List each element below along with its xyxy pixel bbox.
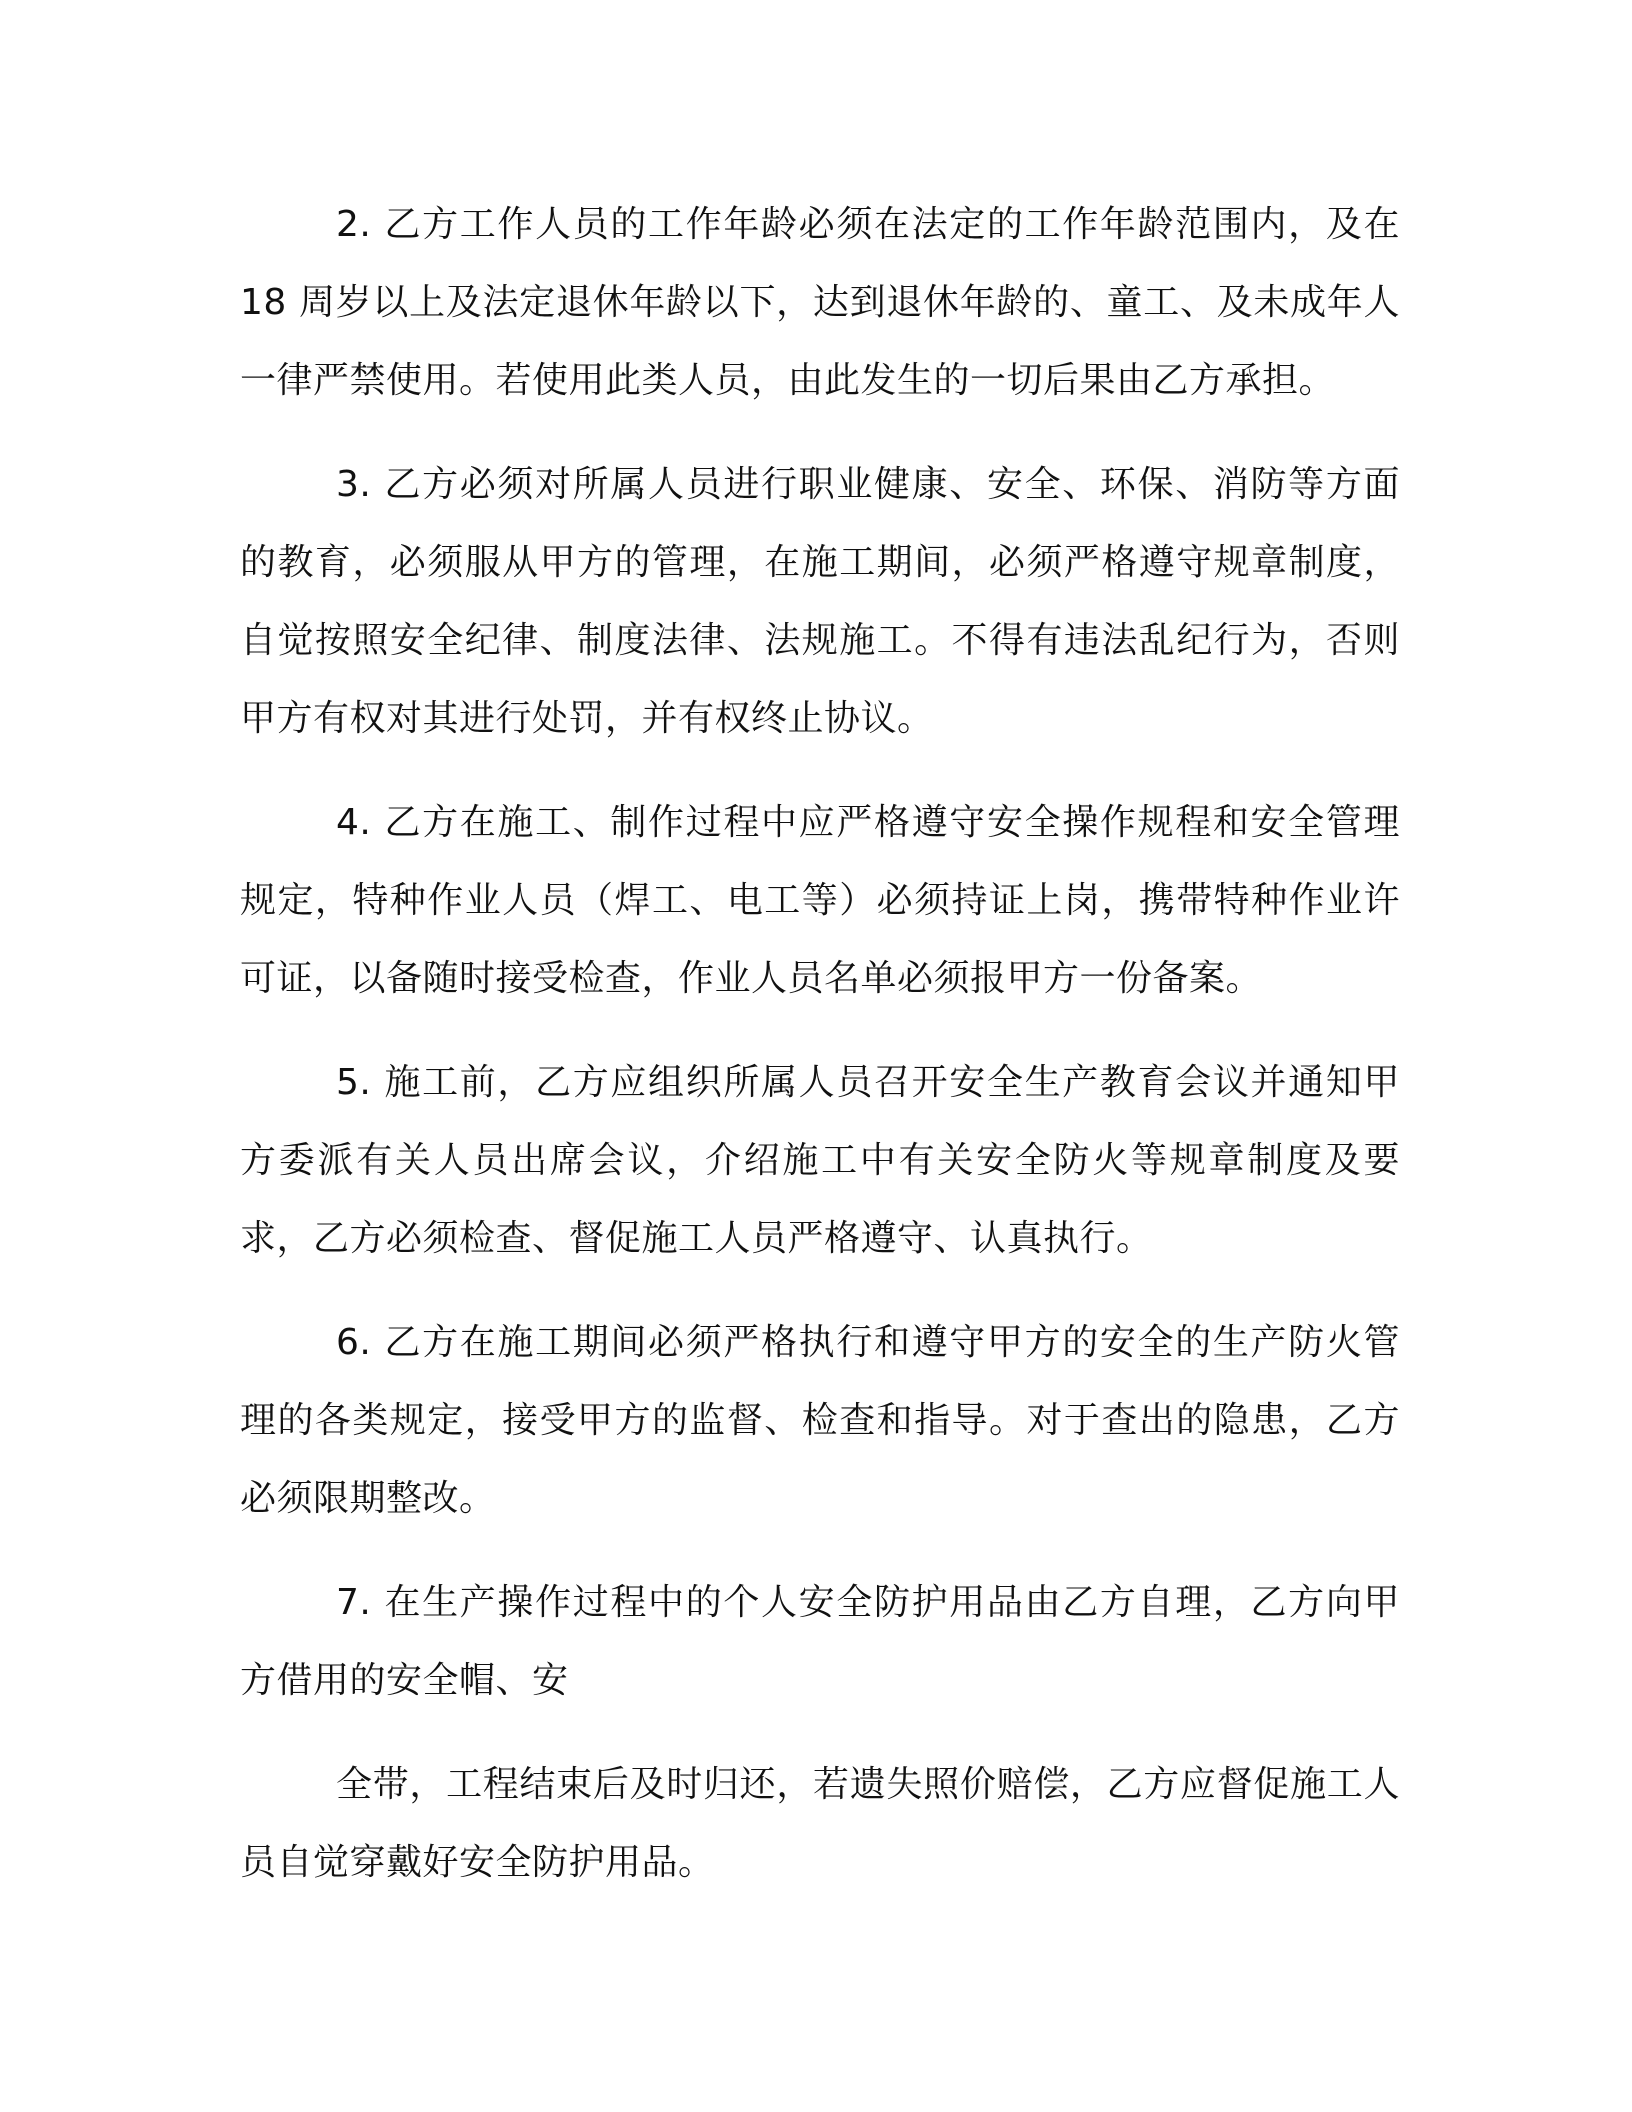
paragraph-item-5: 5. 施工前，乙方应组织所属人员召开安全生产教育会议并通知甲方委派有关人员出席会议，介绍施工中有关安全防火等规章制度及要求，乙方必须检查、督促施工人员严格遵守、认真执行。 — [240, 1062, 1400, 1259]
document-body — [240, 186, 1400, 1902]
paragraph-item-6: 6. 乙方在施工期间必须严格执行和遵守甲方的安全的生产防火管理的各类规定，接受甲方的监督、检查和指导。对于查出的隐患，乙方必须限期整改。 — [240, 1322, 1400, 1519]
paragraph-item-3: 3. 乙方必须对所属人员进行职业健康、安全、环保、消防等方面的教育，必须服从甲方的管理，在施工期间，必须严格遵守规章制度，自觉按照安全纪律、制度法律、法规施工。不得有违法乱纪行为，否则甲方有权对其进行处罚，并有权终止协议。 — [240, 464, 1400, 739]
paragraph-item-2: 2. 乙方工作人员的工作年龄必须在法定的工作年龄范围内，及在18 周岁以上及法定退休年龄以下，达到退休年龄的、童工、及未成年人一律严禁使用。若使用此类人员，由此发生的一切后果由乙方承担。 — [240, 204, 1400, 401]
paragraph-item-7-continued: 全带，工程结束后及时归还，若遗失照价赔偿，乙方应督促施工人员自觉穿戴好安全防护用品。 — [240, 1764, 1400, 1883]
paragraph-item-4: 4. 乙方在施工、制作过程中应严格遵守安全操作规程和安全管理规定，特种作业人员（焊工、电工等）必须持证上岗，携带特种作业许可证，以备随时接受检查，作业人员名单必须报甲方一份备案。 — [240, 802, 1400, 999]
paragraph-item-7: 7. 在生产操作过程中的个人安全防护用品由乙方自理，乙方向甲方借用的安全帽、安 — [240, 1582, 1400, 1701]
